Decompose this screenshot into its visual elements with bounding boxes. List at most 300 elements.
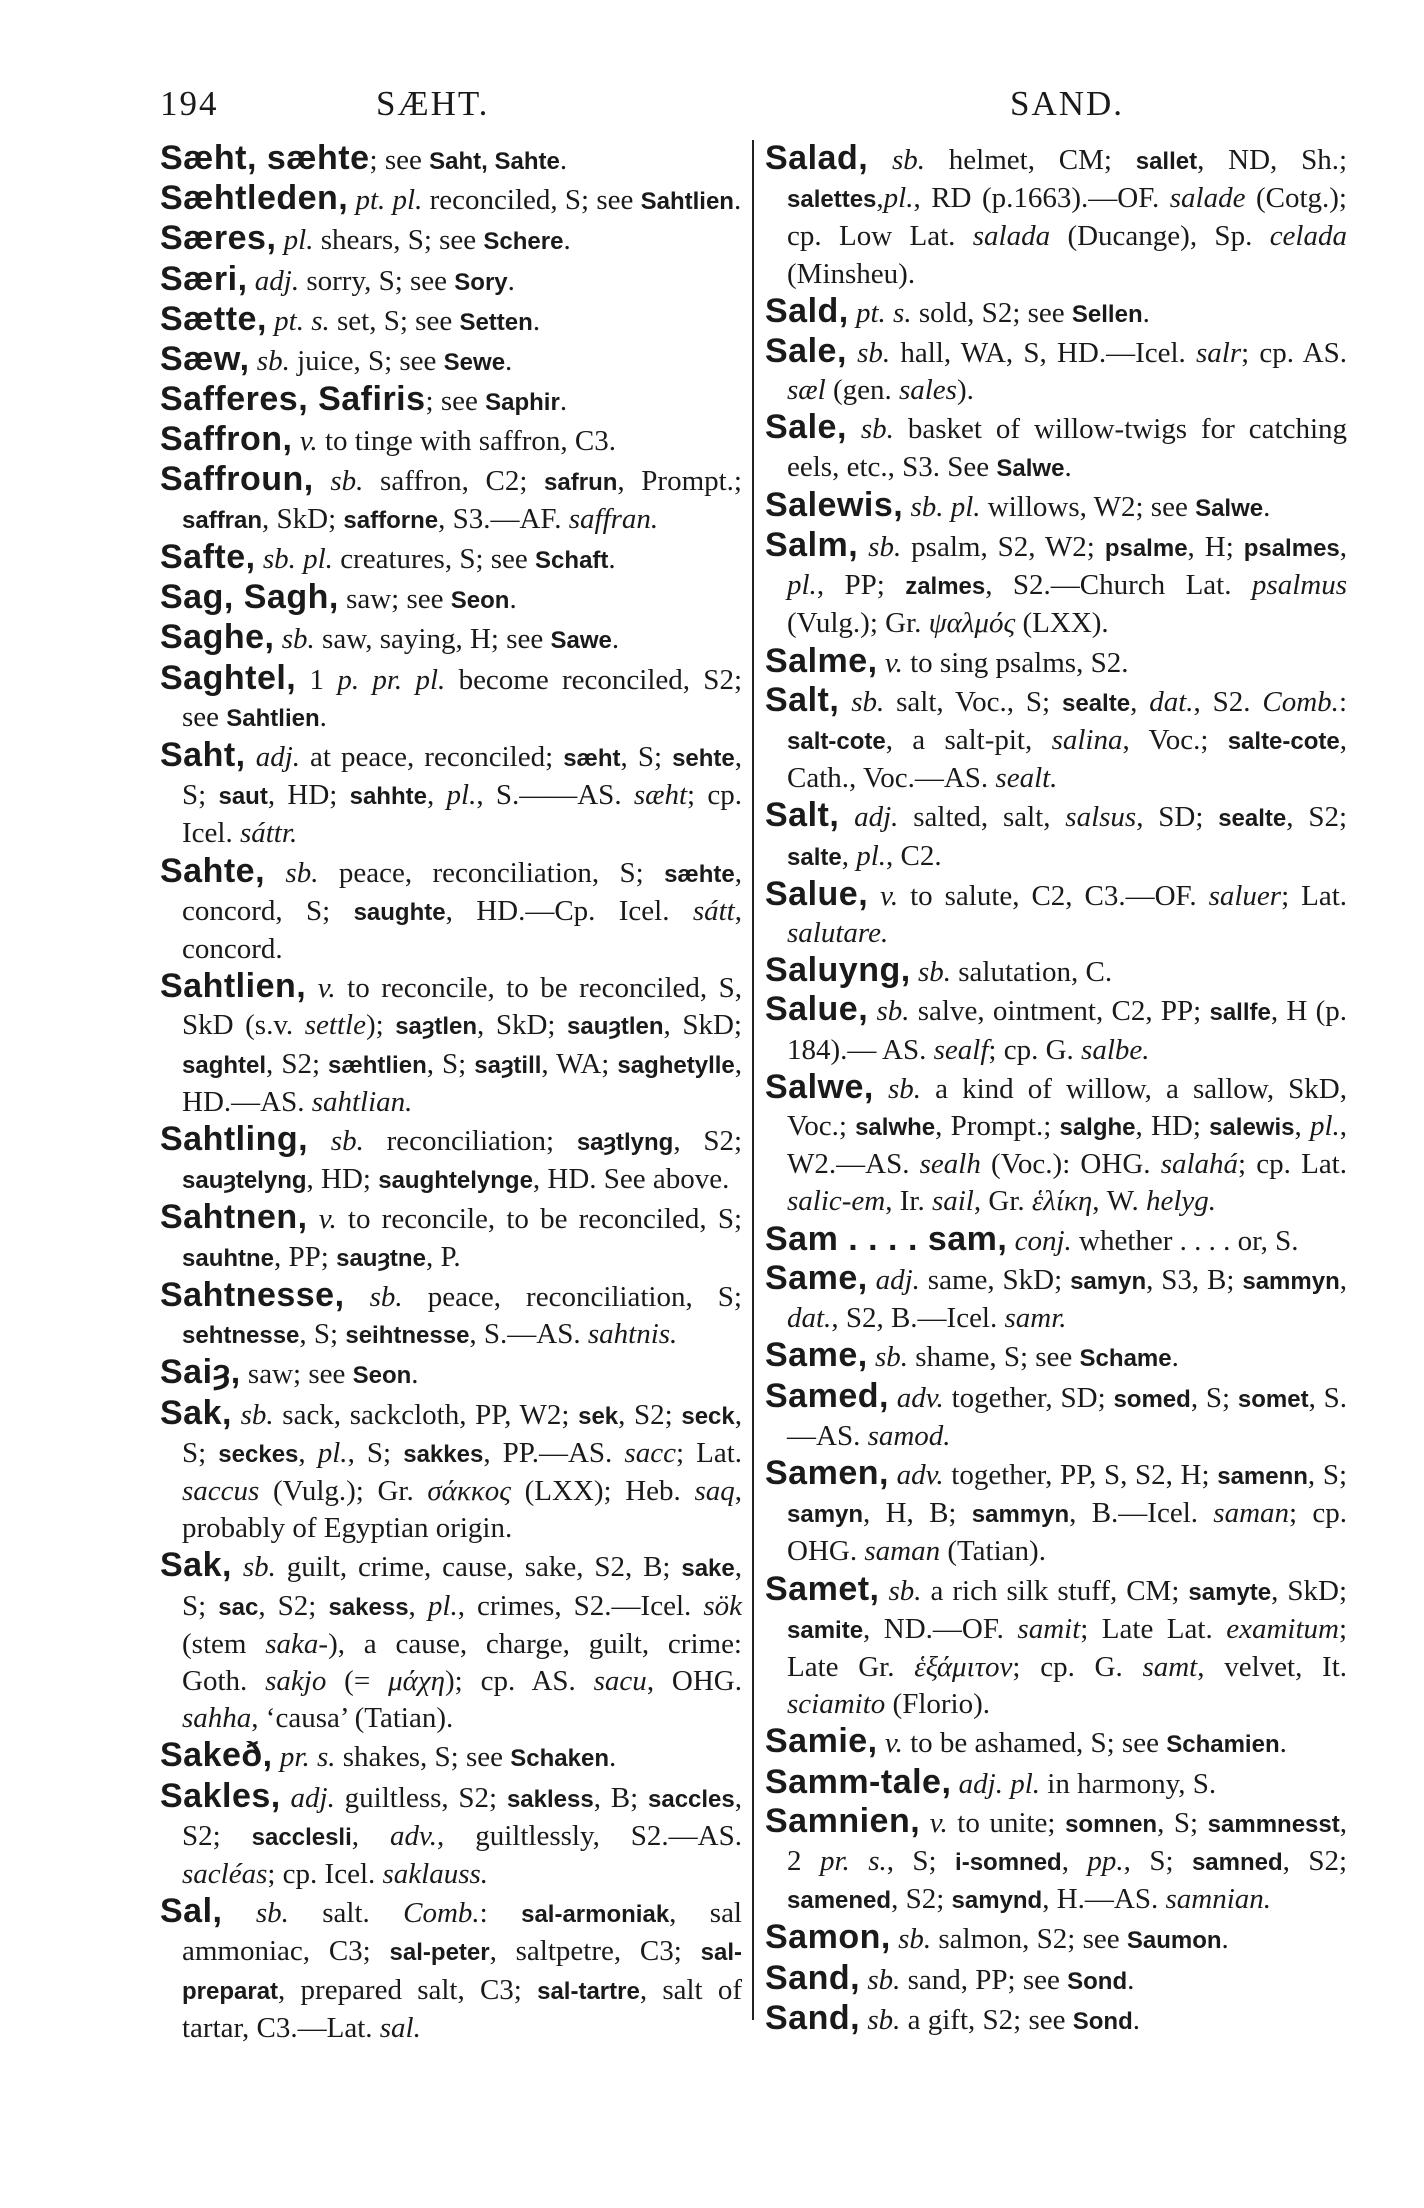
variant-form: samened [787, 1887, 892, 1915]
variant-form: zalmes [905, 573, 986, 601]
variant-form: sal-tartre [537, 1977, 640, 2005]
variant-form: Sawe [550, 627, 612, 655]
variant-form: salewis [1209, 1114, 1295, 1142]
grammar-label: salahá [1160, 1148, 1239, 1181]
grammar-label: saq [694, 1474, 735, 1507]
definition-text: . [1064, 450, 1072, 483]
grammar-label: pl. [883, 182, 914, 215]
variant-form: sealte [1062, 689, 1131, 717]
definition-text [868, 880, 880, 912]
definition-text: , S2; [673, 1125, 742, 1158]
grammar-label: sb. [857, 337, 891, 370]
dictionary-entry [765, 1723, 1347, 1763]
definition-text: , S; [182, 1551, 742, 1622]
variant-form: i-somned [955, 1848, 1062, 1876]
definition-text: , ND, Sh.; [1197, 144, 1348, 176]
definition-text [222, 1897, 255, 1929]
variant-form: sæht [563, 745, 621, 773]
grammar-label: adj. [255, 741, 300, 774]
definition-text: (Florio). [885, 1688, 990, 1721]
variant-form: sal-preparat [182, 1939, 742, 2005]
grammar-label: sb. [917, 956, 951, 989]
definition-text: , S; [1190, 1381, 1238, 1414]
definition-text: a kind of willow, a sallow, SkD, Voc.; [787, 1072, 1347, 1143]
definition-text: , Prompt.; [617, 464, 742, 497]
headword: Saghtel, [160, 658, 297, 697]
variant-form: somet [1237, 1385, 1309, 1413]
definition-text [274, 623, 281, 655]
definition-text: . [611, 623, 620, 656]
headword: Sakles, [160, 1776, 281, 1815]
definition-text: hall, WA, S, HD.—Icel. [890, 337, 1197, 370]
headword: Sætte, [160, 299, 267, 338]
definition-text: ; see [369, 144, 430, 176]
variant-form: salt-cote [787, 728, 886, 756]
headword: Særes, [160, 219, 277, 258]
definition-text: , S2; [891, 1883, 952, 1916]
grammar-label: sb. [860, 413, 894, 446]
grammar-label: p. pr. pl. [337, 663, 446, 696]
grammar-label: sb. [240, 1398, 274, 1431]
definition-text: salt, Voc., S; [884, 685, 1062, 718]
headword: Sæhtleden, [160, 179, 349, 218]
definition-text [246, 741, 256, 773]
definition-text: , S2; [1286, 801, 1348, 834]
grammar-label: salic-em [787, 1185, 886, 1218]
definition-text: , S; [299, 1318, 346, 1351]
definition-text: juice, S; see [289, 345, 444, 378]
definition-text: (Vulg.); Gr. [787, 607, 929, 640]
headword: Samm-tale, [765, 1762, 952, 1801]
dictionary-entry [765, 409, 1347, 486]
variant-form: saȝtill [474, 1051, 542, 1079]
headword: Sak, [160, 1546, 232, 1585]
headword: Salm, [765, 526, 859, 565]
definition-text: ; cp. Icel. [267, 1857, 383, 1890]
grammar-label: pl. [283, 224, 314, 257]
headword: Saht, [160, 736, 246, 775]
grammar-label: sb. [285, 856, 319, 889]
grammar-label: v. [299, 425, 318, 458]
dictionary-entry [160, 1277, 742, 1354]
variant-form: samynd [951, 1887, 1043, 1915]
grammar-label: v. [880, 879, 899, 912]
definition-text: become reconciled, S2; see [182, 663, 742, 733]
grammar-label: adj. pl. [958, 1767, 1041, 1800]
variant-form: Sond [1072, 2007, 1133, 2035]
definition-text [868, 1341, 875, 1373]
grammar-label: sahtlian. [311, 1085, 413, 1118]
definition-text [256, 543, 263, 575]
headword: Saffron, [160, 420, 293, 459]
grammar-label: dat. [1149, 685, 1194, 718]
definition-text: , S; [426, 1047, 475, 1080]
grammar-label: dat. [787, 1302, 832, 1335]
definition-text: salutation, C. [951, 956, 1113, 989]
definition-text: set, S; see [329, 304, 460, 337]
variant-form: saghtel [182, 1051, 267, 1079]
definition-text: , SkD; [477, 1009, 568, 1042]
variant-form: samyn [1070, 1267, 1147, 1295]
grammar-label: sealf [933, 1033, 989, 1066]
definition-text: salmon, S2; see [931, 1923, 1127, 1956]
grammar-label: sæht [633, 779, 688, 812]
definition-text: , C2. [886, 839, 942, 872]
definition-text: , S2; [266, 1047, 329, 1080]
grammar-label: sb. [867, 2003, 901, 2036]
variant-form: sakless [506, 1785, 594, 1813]
definition-text: , [1061, 1844, 1088, 1877]
variant-form: salghe [1059, 1114, 1136, 1142]
definition-text: ; cp. AS. [1241, 337, 1347, 370]
variant-form: Schaken [510, 1745, 609, 1773]
grammar-label: pt. s. [856, 296, 912, 329]
grammar-label: sb. [888, 1574, 922, 1607]
definition-text: (Cotg.); cp. Low Lat. [787, 182, 1347, 253]
grammar-label: salbe. [1081, 1033, 1150, 1066]
definition-text: shame, S; see [907, 1341, 1080, 1374]
definition-text: same, SkD; [919, 1263, 1071, 1296]
grammar-label: pp. [1087, 1844, 1124, 1877]
definition-text: , PP; [816, 569, 906, 602]
variant-form: Seon [352, 1362, 412, 1390]
dictionary-entry [765, 487, 1347, 527]
grammar-label: adj. [290, 1781, 335, 1814]
headword: Samon, [765, 1918, 891, 1957]
grammar-label: pl. [446, 779, 477, 812]
definition-text: to reconcile, to be reconciled, S; [336, 1203, 743, 1236]
dictionary-entry [160, 261, 742, 301]
definition-text: , Ir. [885, 1185, 932, 1218]
variant-form: psalmes [1243, 535, 1340, 563]
grammar-label: adv. [896, 1381, 944, 1414]
definition-text: , S3, B; [1146, 1263, 1243, 1296]
grammar-label: pr. s. [819, 1844, 887, 1877]
definition-text [345, 1281, 370, 1313]
dictionary-entry [160, 539, 742, 579]
variant-form: sakkes [403, 1440, 484, 1468]
variant-form: sallet [1135, 148, 1198, 175]
definition-text: , S; [886, 1844, 956, 1877]
definition-text: together, PP, S, S2, H; [943, 1458, 1218, 1491]
dictionary-entry [765, 2000, 1347, 2040]
dictionary-entry [765, 1455, 1347, 1571]
headword: Saffroun, [160, 459, 314, 498]
grammar-label: samnian. [1165, 1883, 1272, 1916]
grammar-label: salada [972, 220, 1051, 253]
definition-text: (gen. [825, 374, 899, 407]
definition-text: , OHG. [646, 1664, 742, 1697]
variant-form: Schame [1079, 1345, 1172, 1373]
definition-text: saw; see [240, 1358, 353, 1391]
dictionary-entry [765, 333, 1347, 409]
variant-form: psalme [1104, 535, 1188, 563]
dictionary-entry [765, 527, 1347, 643]
definition-text: , HD.—Cp. Icel. [445, 894, 693, 927]
definition-text: . [509, 583, 517, 616]
definition-text: , [351, 1819, 390, 1852]
definition-text: whether . . . . or, S. [1071, 1224, 1299, 1257]
definition-text [232, 1551, 243, 1583]
definition-text: . [563, 224, 571, 257]
definition-text: ; see [425, 385, 486, 418]
definition-text: , Voc.; [1122, 724, 1228, 757]
headword: Samed, [765, 1376, 889, 1415]
grammar-label: adj. [854, 801, 899, 834]
headword: Same, [765, 1336, 868, 1375]
definition-text: guilt, crime, cause, sake, S2, B; [275, 1551, 682, 1584]
definition-text: ; Late Lat. [1080, 1612, 1227, 1645]
definition-text: , S2; [1282, 1844, 1348, 1877]
grammar-label: saka- [265, 1627, 329, 1660]
grammar-label: adv. [896, 1458, 944, 1491]
grammar-label: sb. [330, 464, 364, 497]
variant-form: saghetylle [617, 1051, 735, 1079]
variant-form: sake [681, 1555, 735, 1583]
variant-form: saȝtlyng [576, 1129, 674, 1157]
variant-form: Saumon [1126, 1927, 1222, 1955]
definition-text: , S2. [1193, 685, 1263, 718]
dictionary-entry [765, 682, 1347, 798]
definition-text: , PP; [274, 1240, 337, 1273]
variant-form: sauȝtelyng [182, 1167, 307, 1195]
definition-text [839, 801, 854, 833]
definition-text [839, 686, 851, 718]
variant-form: sahhte [349, 783, 427, 811]
headword: Sal, [160, 1892, 223, 1931]
definition-text [276, 224, 283, 256]
definition-text: , ‘causa’ (Tatian). [251, 1702, 454, 1735]
grammar-label: μάχη [388, 1664, 445, 1697]
variant-form: safrun [544, 468, 618, 496]
definition-text: . [1221, 1923, 1229, 1956]
definition-text: , [426, 779, 447, 812]
definition-text: , a salt-pit, [885, 724, 1052, 757]
dictionary-entry [160, 1354, 742, 1394]
definition-text: , [408, 1589, 428, 1622]
grammar-label: sb. [256, 345, 290, 378]
grammar-label: sail [931, 1185, 974, 1218]
definition-text: , [1339, 531, 1348, 564]
variant-form: samned [1191, 1848, 1283, 1876]
variant-form: sauȝtne [336, 1244, 426, 1272]
definition-text: ; cp. G. [988, 1033, 1082, 1066]
variant-form: sammyn [1242, 1267, 1340, 1295]
definition-text [889, 1459, 897, 1491]
definition-text: , S2; [258, 1589, 329, 1622]
definition-text: . [608, 543, 616, 576]
left-column [160, 140, 742, 2047]
variant-form: saut [218, 783, 268, 811]
grammar-label: sacc [624, 1436, 676, 1469]
dictionary-entry [765, 991, 1347, 1068]
headword: Sahtlien, [160, 967, 307, 1006]
definition-text [858, 531, 868, 563]
grammar-label: sb. [891, 144, 926, 176]
grammar-label: adv. [390, 1819, 437, 1852]
headword: Sak, [160, 1393, 232, 1432]
definition-text: , PP.—AS. [483, 1436, 625, 1469]
definition-text: creatures, S; see [332, 543, 536, 576]
definition-text [874, 1073, 888, 1105]
headword: Saiȝ, [160, 1353, 241, 1392]
definition-text: , SkD; [262, 502, 344, 535]
definition-text: , S2, B.—Icel. [831, 1302, 1005, 1335]
definition-text: shakes, S; see [335, 1741, 511, 1774]
definition-text: , Cath., Voc.—AS. [787, 724, 1347, 795]
grammar-label: sb. [874, 1341, 908, 1374]
headword: Sam . . . . sam, [765, 1219, 1008, 1258]
headword: Salme, [765, 641, 878, 680]
grammar-label: celada [1269, 220, 1347, 253]
definition-text: . [411, 1358, 419, 1391]
dictionary-entry [160, 341, 742, 381]
grammar-label: salutare. [787, 917, 889, 950]
definition-text [878, 647, 885, 679]
headword: Særi, [160, 259, 248, 298]
grammar-label: samit [1017, 1612, 1081, 1645]
definition-text: . [505, 345, 513, 378]
headword: Sæw, [160, 340, 250, 379]
right-running-head: SAND. [1010, 84, 1125, 123]
grammar-label: v. [884, 646, 903, 679]
definition-text [281, 1782, 291, 1814]
definition-text: , S.——AS. [476, 779, 634, 812]
grammar-label: examitum [1226, 1612, 1339, 1645]
variant-form: salte-cote [1227, 728, 1340, 756]
grammar-label: samt [1142, 1650, 1198, 1683]
grammar-label: v. [884, 1727, 903, 1760]
grammar-label: pl. [1309, 1110, 1340, 1143]
definition-text: to sing psalms, S2. [902, 646, 1129, 679]
grammar-label: sb. [898, 1923, 932, 1956]
definition-text: , B; [593, 1781, 648, 1814]
definition-text: (Voc.): OHG. [980, 1148, 1161, 1181]
definition-text: , salt of tartar, C3.—Lat. [182, 1973, 742, 2044]
grammar-label: sb. [242, 1551, 276, 1584]
variant-form: sac [218, 1593, 259, 1621]
definition-text: , B.—Icel. [1069, 1497, 1214, 1530]
definition-text: , S; [347, 1436, 404, 1469]
headword: Sahtnen, [160, 1198, 308, 1237]
variant-form: somnen [1065, 1810, 1158, 1838]
definition-text: , S; [182, 1398, 742, 1469]
column-divider [752, 140, 754, 2020]
dictionary-entry [160, 579, 742, 619]
dictionary-entry [765, 1378, 1347, 1455]
dictionary-entry [160, 1737, 742, 1777]
headword: Same, [765, 1258, 868, 1297]
definition-text: (= [326, 1664, 389, 1697]
definition-text: . [507, 264, 515, 297]
variant-form: Sahtlien [640, 188, 734, 216]
grammar-label: sciamito [787, 1688, 886, 1721]
definition-text [951, 1768, 958, 1800]
variant-form: samyte [1188, 1578, 1272, 1606]
definition-text [868, 144, 892, 176]
definition-text: sold, S2; see [911, 296, 1072, 329]
definition-text [292, 425, 299, 457]
grammar-label: v. [317, 972, 336, 1005]
headword: Sæht, sæhte [160, 139, 370, 177]
dictionary-entry [160, 1121, 742, 1199]
definition-text: , [298, 1436, 318, 1469]
grammar-label: sacu [593, 1664, 647, 1697]
variant-form: sakess [328, 1593, 409, 1621]
variant-form: sal-armoniak [521, 1901, 670, 1929]
grammar-label: saffran. [568, 502, 659, 535]
variant-form: saȝtlen [395, 1013, 478, 1041]
grammar-label: pt. s. [274, 304, 330, 337]
definition-text: (Minsheu). [787, 257, 916, 290]
definition-text [314, 465, 331, 497]
definition-text: , probably of Egyptian origin. [182, 1474, 742, 1545]
definition-text: , concord, S; [182, 856, 742, 927]
variant-form: saughtelynge [378, 1167, 533, 1195]
definition-text [308, 1125, 331, 1157]
definition-text: willows, W2; see [980, 490, 1196, 523]
variant-form: Schere [483, 228, 564, 256]
grammar-label: Comb. [1262, 685, 1339, 718]
variant-form: sæhte [664, 860, 735, 888]
dictionary-entry [160, 301, 742, 341]
definition-text: . [559, 385, 568, 418]
variant-form: safforne [343, 506, 439, 534]
grammar-label: ψαλμός [928, 607, 1016, 640]
grammar-label: adj. [254, 264, 300, 297]
grammar-label: v. [318, 1203, 337, 1236]
definition-text [273, 1741, 280, 1773]
definition-text: , concord. [182, 894, 742, 966]
definition-text: , H (p. 184).— AS. [787, 995, 1348, 1066]
dictionary-entry [160, 421, 742, 460]
definition-text [920, 1807, 930, 1839]
headword: Samie, [765, 1722, 878, 1761]
headword: Salt, [765, 680, 840, 719]
grammar-label: ἑξάμιτον [914, 1650, 1013, 1683]
grammar-label: pt. pl. [355, 184, 423, 217]
headword: Salad, [765, 139, 869, 177]
page-number: 194 [160, 84, 219, 123]
grammar-label: sáttr. [239, 817, 298, 850]
grammar-label: helyg. [1145, 1185, 1217, 1218]
definition-text: , P. [425, 1240, 461, 1273]
grammar-label: sb. [876, 995, 910, 1028]
definition-text: ; cp. Icel. [182, 779, 743, 850]
variant-form: Salwe [1195, 494, 1264, 522]
definition-text: (Vulg.); Gr. [259, 1474, 428, 1507]
headword: Sahtnesse, [160, 1275, 345, 1314]
grammar-label: v. [929, 1806, 948, 1839]
grammar-label: saluer [1208, 879, 1282, 912]
grammar-label: sb. pl. [910, 490, 981, 523]
definition-text: : [479, 1897, 522, 1930]
variant-form: samite [787, 1616, 864, 1644]
definition-text [849, 297, 856, 329]
dictionary-entry [765, 952, 1347, 991]
definition-text: saffron, C2; [363, 464, 545, 497]
definition-text: psalm, S2, W2; [901, 531, 1105, 564]
dictionary-entry [765, 797, 1347, 875]
variant-form: Sahtlien [226, 704, 320, 732]
definition-text: a rich silk stuff, CM; [921, 1574, 1189, 1607]
right-column [765, 140, 1347, 2040]
definition-text: , [841, 839, 857, 872]
definition-text: ; Lat. [1281, 879, 1348, 912]
variant-form: sehte [672, 745, 735, 773]
definition-text: saw; see [338, 583, 451, 616]
dictionary-entry [160, 1199, 742, 1276]
